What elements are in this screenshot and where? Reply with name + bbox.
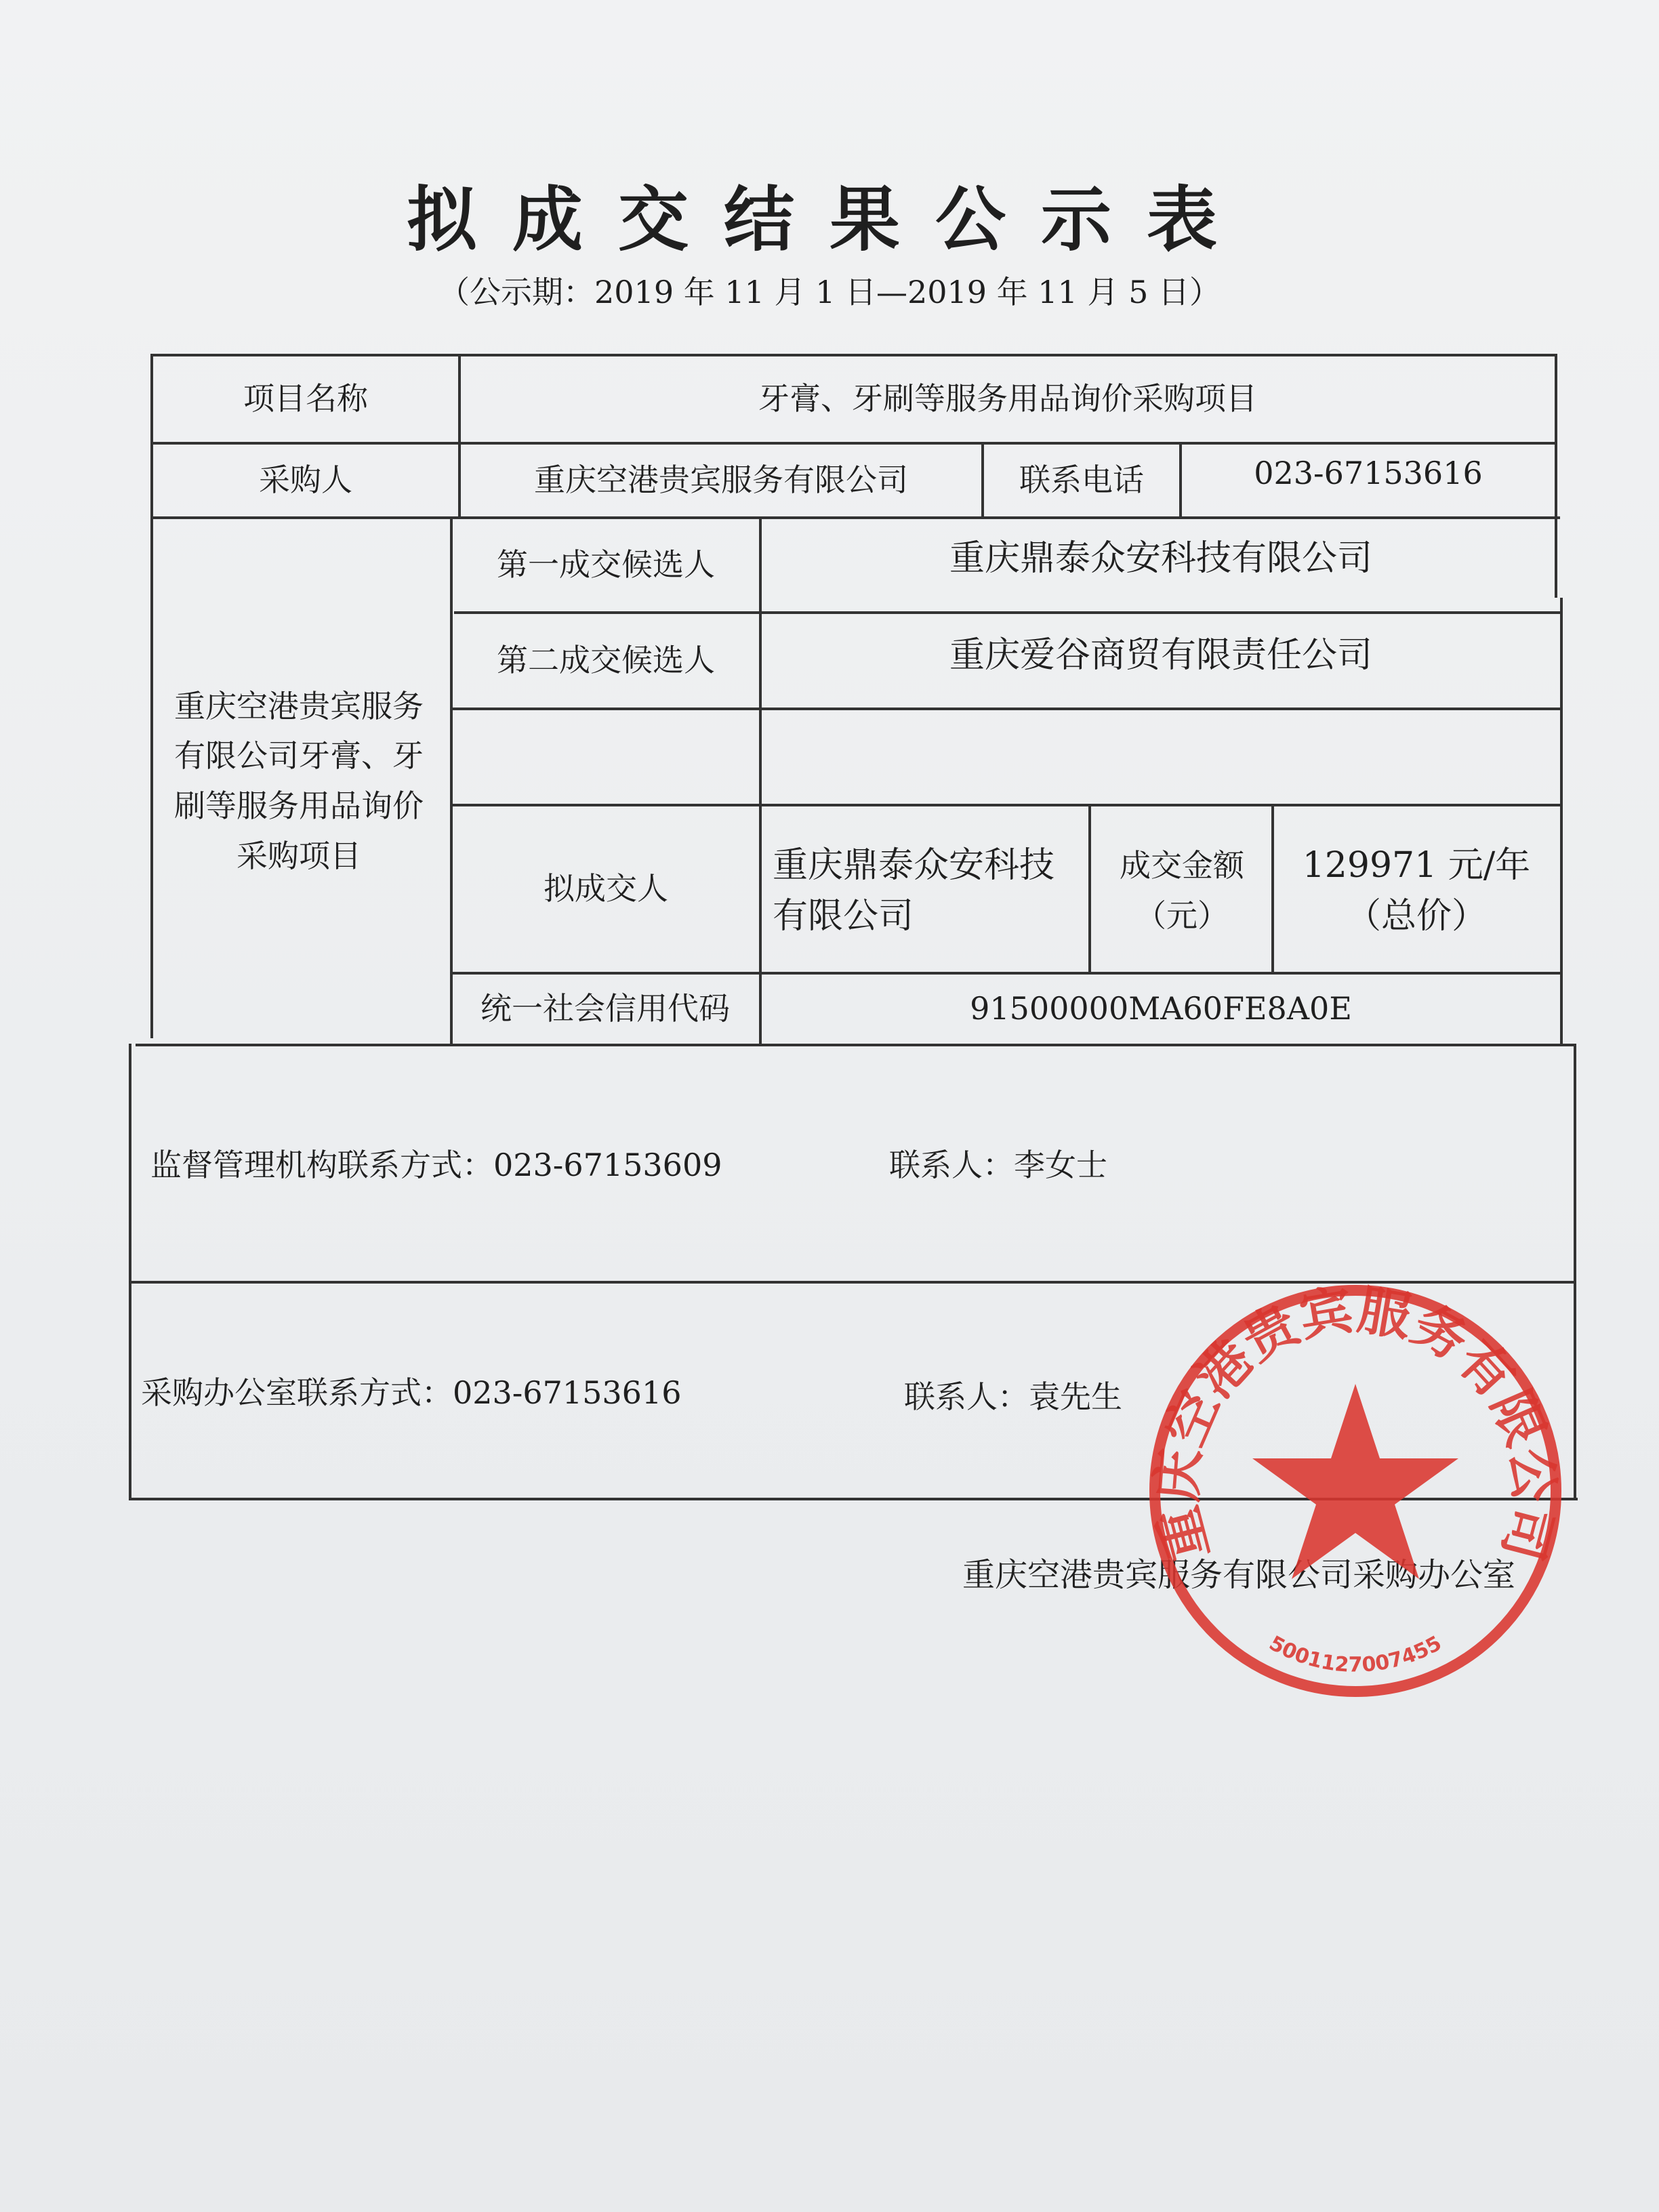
table-border-left-lower [129, 1044, 131, 1499]
first-candidate-label: 第一成交候选人 [497, 546, 715, 583]
second-candidate-label: 第二成交候选人 [497, 642, 715, 679]
credit-code-value: 91500000MA60FE8A0E [970, 990, 1352, 1027]
amount-value: 129971 元/年（总价） [1302, 844, 1531, 937]
col-line-amount-value [1271, 804, 1274, 973]
first-candidate-value: 重庆鼎泰众安科技有限公司 [949, 537, 1372, 579]
amount-label: 成交金额（元） [1120, 847, 1244, 934]
seal-text: 重庆空港贵宾服务有限公司 [1146, 1279, 1565, 1567]
row-line-7 [136, 1044, 1575, 1046]
phone-value: 023-67153616 [1254, 455, 1483, 492]
proposed-winner-value: 重庆鼎泰众安科技有限公司 [773, 844, 1055, 937]
row-line-4 [453, 708, 1561, 710]
company-seal [1139, 1274, 1572, 1708]
issuer-signature-line: 重庆空港贵宾服务有限公司采购办公室 [962, 1556, 1516, 1594]
buyer-value: 重庆空港贵宾服务有限公司 [534, 462, 908, 499]
office-person: 联系人：袁先生 [904, 1378, 1122, 1416]
second-candidate-value: 重庆爱谷商贸有限责任公司 [949, 634, 1372, 676]
project-name-label: 项目名称 [243, 380, 368, 417]
supervision-person: 联系人：李女士 [889, 1147, 1107, 1184]
seal-star-icon [1252, 1384, 1458, 1579]
supervision-contact: 监督管理机构联系方式：023-67153609 [150, 1147, 722, 1184]
seal-code: 5001127007455 [1265, 1631, 1446, 1677]
table-border-right-lower [1574, 1044, 1576, 1499]
page-title: 拟成交结果公示表 [406, 178, 1252, 261]
credit-code-label: 统一社会信用代码 [480, 990, 730, 1027]
phone-label: 联系电话 [1019, 462, 1144, 499]
proposed-winner-label: 拟成交人 [544, 870, 668, 907]
project-group-label: 重庆空港贵宾服务有限公司牙膏、牙刷等服务用品询价采购项目 [174, 687, 424, 874]
office-contact: 采购办公室联系方式：023-67153616 [141, 1374, 682, 1412]
publication-period: （公示期：2019 年 11 月 1 日—2019 年 11 月 5 日） [438, 274, 1221, 310]
buyer-label: 采购人 [259, 462, 352, 499]
project-name-value: 牙膏、牙刷等服务用品询价采购项目 [758, 380, 1257, 417]
col-line-amount-label [1088, 804, 1091, 973]
table-border-right-mid [1560, 598, 1563, 1045]
